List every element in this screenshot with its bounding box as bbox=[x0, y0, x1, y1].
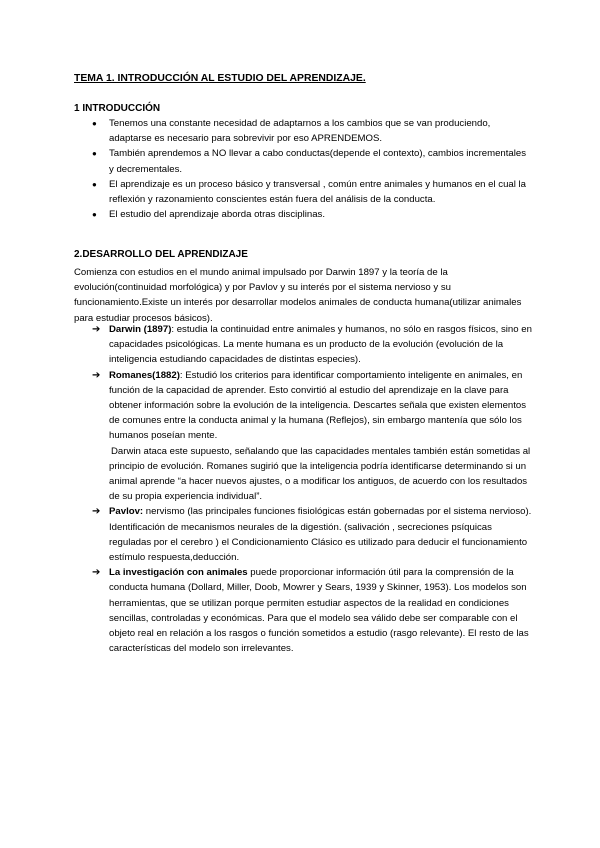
item-text: : estudia la continuidad entre animales y humanos, no sólo en rasgos físicos, sino en capacidades psicológicas. La mente humana es un producto de la evolución (evolución de la inteligencia estudiando capacidades de distintas especies). bbox=[109, 324, 532, 366]
introduccion-bullet-list bbox=[92, 116, 532, 222]
bullet-icon: ● bbox=[92, 179, 97, 189]
bullet-text: El estudio del aprendizaje aborda otras disciplinas. bbox=[109, 209, 325, 221]
list-item bbox=[92, 146, 532, 176]
document-title: TEMA 1. INTRODUCCIÓN AL ESTUDIO DEL APRENDIZAJE. bbox=[74, 73, 366, 84]
bullet-icon: ● bbox=[92, 119, 97, 128]
section-heading-desarrollo: 2.DESARROLLO DEL APRENDIZAJE bbox=[74, 249, 248, 260]
arrow-right-icon: ➔ bbox=[92, 506, 101, 518]
arrow-right-icon: ➔ bbox=[92, 324, 101, 335]
item-text: nervismo (las principales funciones fisiológicas están gobernadas por el sistema nervioso). Identificación de mecanismos neurales de la digestión. (salivación , secreciones psíquicas reguladas por el cerebro ) el Condicionamiento Clásico es utilizado para deducir el funcionamiento estímulo respuesta,deducción. bbox=[109, 506, 532, 564]
item-extra-paragraph: Darwin ataca este supuesto, señalando que las capacidades mentales también están sometidas al principio de evolución. Romanes sugirió que la inteligencia podría identificarse determinando si un animal aprende “a hacer nuevos ajustes, o a modificar los antiguos, de acuerdo con los resultados de su propia experiencia individual”. bbox=[109, 445, 531, 503]
list-item bbox=[92, 116, 532, 146]
arrow-right-icon: ➔ bbox=[92, 369, 101, 381]
bullet-icon: ● bbox=[92, 210, 97, 220]
item-bold-label: Pavlov: bbox=[109, 506, 144, 518]
bullet-text: También aprendemos a NO llevar a cabo conductas(depende el contexto), cambios incrementales y decrementales. bbox=[109, 148, 527, 175]
list-item-romanes bbox=[92, 368, 534, 505]
list-item bbox=[92, 177, 532, 207]
desarrollo-arrow-list bbox=[92, 322, 534, 656]
desarrollo-intro-paragraph: Comienza con estudios en el mundo animal impulsado por Darwin 1897 y la teoría de la evolución(continuidad morfológica) y por Pavlov y su interés por el sistema nervioso y su funcionamiento.Existe un interés por desarrollar modelos animales de conducta humana(utilizar animales para estudiar procesos básicos). bbox=[74, 267, 522, 324]
bullet-text: El aprendizaje es un proceso básico y transversal , común entre animales y humanos en el cual la reflexión y razonamiento conscientes están fuera del análisis de la conducta. bbox=[109, 178, 527, 206]
list-item-investigacion bbox=[92, 565, 534, 656]
item-bold-label: Darwin (1897) bbox=[109, 324, 172, 335]
list-item bbox=[92, 207, 532, 222]
item-bold-label: Romanes(1882) bbox=[109, 369, 180, 381]
item-bold-label: La investigación con animales bbox=[109, 567, 248, 579]
list-item-pavlov bbox=[92, 504, 534, 565]
section-heading-introduccion: 1 INTRODUCCIÓN bbox=[74, 103, 161, 114]
item-text: : Estudió los criterios para identificar comportamiento inteligente en animales, en función de la capacidad de aprender. Esto convirtió al estudio del aprendizaje en la clave para obtener información sobre la evolución de la inteligencia. Descartes señala que existen elementos de comunes entre la conducta animal y la humana (Reflejos), sin embargo mantenía que sólo los humanos poseían mente. bbox=[109, 369, 527, 442]
bullet-text: Tenemos una constante necesidad de adaptarnos a los cambios que se van produciendo, adaptarse es necesario para sobrevivir por eso APRENDEMOS. bbox=[109, 118, 491, 145]
item-text: puede proporcionar información útil para la comprensión de la conducta humana (Dollard, Miller, Doob, Mowrer y Sears, 1939 y Skinner, 1953). Los modelos son herramientas, que se utilizan porque permiten estudiar aspectos de la realidad en condiciones sencillas, controladas y económicas. Para que el modelo sea válido debe ser comparable con el objeto real en relación a los rasgos o función sometidos a estudio (rasgo relevante). El resto de las características del modelo son irrelevantes. bbox=[109, 567, 529, 655]
list-item-darwin bbox=[92, 322, 534, 368]
bullet-icon: ● bbox=[92, 149, 97, 159]
arrow-right-icon: ➔ bbox=[92, 567, 101, 579]
